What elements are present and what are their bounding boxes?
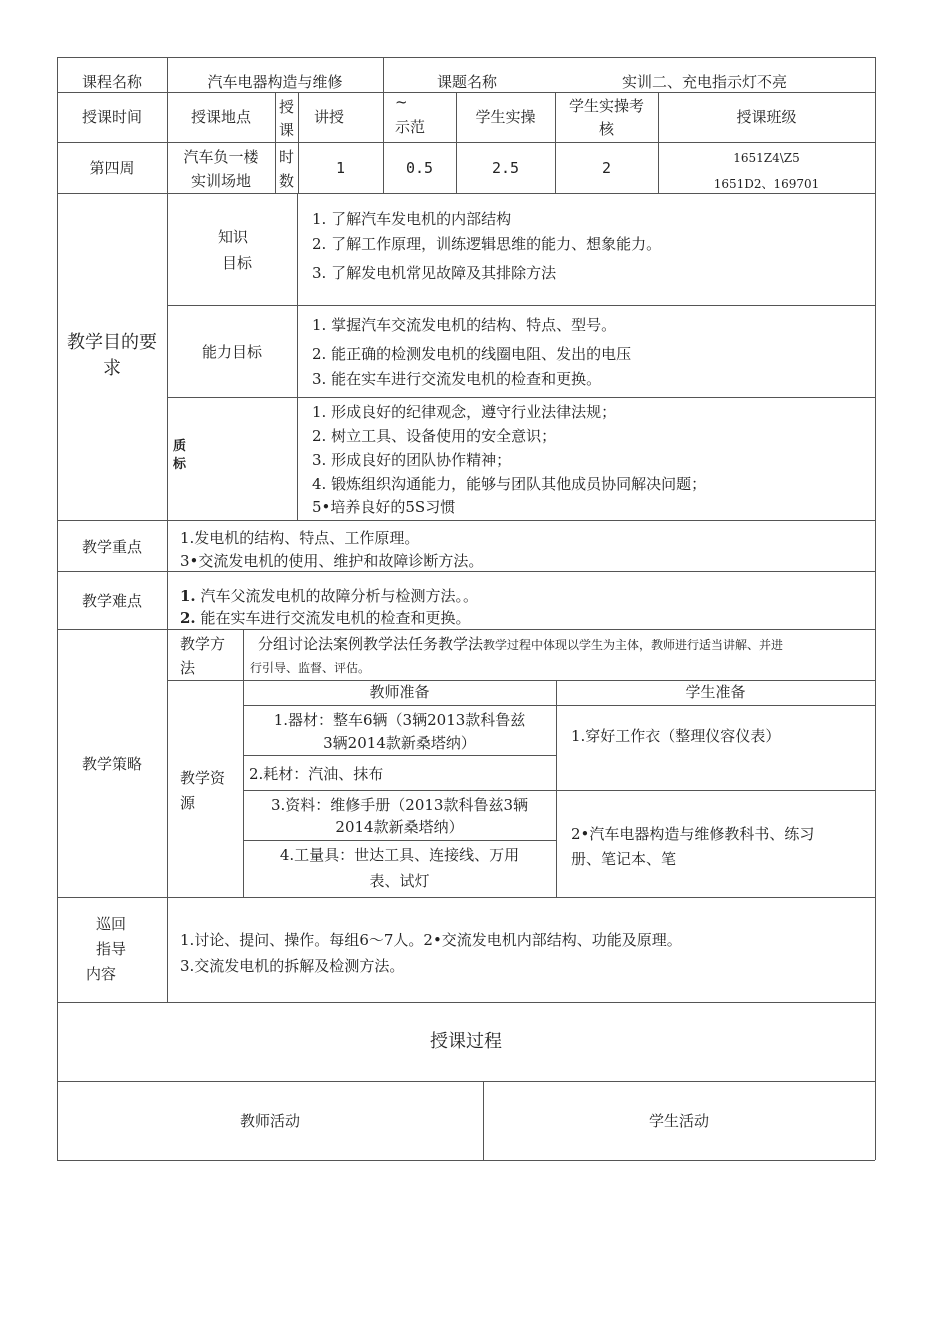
student-activity-header: 学生活动 [648, 1112, 709, 1130]
patrol-line: 3.交流发电机的拆解及检测方法。 [180, 957, 405, 975]
teacher-item-line: 2014款新桑塔纳） [335, 818, 464, 836]
lecture-value: 1 [335, 159, 346, 177]
exam-value: 2 [601, 159, 612, 177]
ability-item: 1. 掌握汽车交流发电机的结构、特点、型号。 [312, 316, 617, 334]
teacher-item-line: 3辆2014款新桑塔纳） [323, 734, 476, 752]
hours-label-3: 时 [278, 148, 294, 166]
class-value-1: 1651Z4\Z5 [733, 151, 800, 165]
student-item-line: 1.穿好工作衣（整理仪容仪表） [571, 727, 781, 745]
quality-label-1: 质 [173, 439, 187, 454]
difficulty-number: 1. [180, 587, 196, 605]
student-item-line: 2•汽车电器构造与维修教科书、练习 [571, 825, 815, 843]
practice-value: 2.5 [491, 159, 520, 177]
teacher-activity-header: 教师活动 [239, 1112, 300, 1130]
difficulty-text: 汽车父流发电机的故障分析与检测方法。。 [195, 587, 478, 605]
hours-label-4: 数 [278, 172, 294, 190]
quality-item: 2. 树立工具、设备使用的安全意识； [312, 427, 557, 445]
course-name-label: 课程名称 [81, 73, 142, 91]
difficulties-label: 教学难点 [81, 592, 142, 610]
student-prep-header: 学生准备 [685, 683, 746, 701]
patrol-label-2: 指导 [96, 940, 127, 958]
week-value: 第四周 [89, 159, 135, 177]
place-value-2: 实训场地 [190, 172, 251, 190]
teacher-item-line: 2.耗材：汽油、抹布 [249, 765, 384, 783]
topic-name-label: 课题名称 [437, 73, 498, 91]
process-title: 授课过程 [430, 1031, 502, 1052]
patrol-label-3: 内容 [86, 965, 117, 983]
difficulty-item [180, 584, 478, 608]
difficulty-number: 2. [180, 609, 196, 627]
hours-label-1: 授 [278, 98, 294, 116]
demo-tilde: ~ [395, 93, 408, 111]
ability-item: 2. 能正确的检测发电机的线圈电阻、发出的电压 [312, 345, 632, 363]
knowledge-item: 2. 了解工作原理，训练逻辑思维的能力、想象能力。 [312, 235, 662, 253]
method-label-2: 法 [180, 659, 196, 677]
knowledge-label-2: 目标 [222, 254, 253, 272]
time-label: 授课时间 [81, 108, 142, 126]
demo-label: 示范 [395, 118, 426, 136]
place-label: 授课地点 [190, 108, 251, 126]
key-point-item: 3•交流发电机的使用、维护和故障诊断方法。 [180, 552, 484, 570]
exam-label-1: 学生实操考 [568, 97, 644, 115]
demo-value: 0.5 [405, 159, 434, 177]
knowledge-item: 3. 了解发电机常见故障及其排除方法 [312, 264, 557, 282]
patrol-line: 1.讨论、提问、操作。每组6〜7人。2•交流发电机内部结构、功能及原理。 [180, 931, 682, 949]
lecture-label: 讲授 [313, 108, 344, 126]
teacher-item-line: 4.工量具：世达工具、连接线、万用 [279, 846, 520, 864]
key-points-label: 教学重点 [81, 538, 142, 556]
difficulty-item [180, 606, 470, 630]
quality-item: 1. 形成良好的纪律观念，遵守行业法律法规； [312, 403, 617, 421]
objectives-title-2: 求 [103, 358, 121, 379]
exam-label-2: 核 [598, 120, 614, 138]
method-line-2: 行引导、监督、评估。 [250, 661, 371, 675]
teacher-item-line: 表、试灯 [369, 872, 430, 890]
teacher-prep-header: 教师准备 [369, 683, 430, 701]
quality-item: 4. 锻炼组织沟通能力，能够与团队其他成员协同解决问题； [312, 475, 707, 493]
knowledge-item: 1. 了解汽车发电机的内部结构 [312, 210, 512, 228]
ability-item: 3. 能在实车进行交流发电机的检查和更换。 [312, 370, 602, 388]
objectives-title-1: 教学目的要 [67, 332, 157, 353]
hours-label-2: 课 [278, 121, 294, 139]
knowledge-label-1: 知识 [218, 228, 249, 246]
difficulty-text: 能在实车进行交流发电机的检查和更换。 [195, 609, 471, 627]
class-value-2: 1651D2、169701 [713, 177, 820, 191]
course-name-value: 汽车电器构造与维修 [207, 73, 343, 91]
method-small: 教学过程中体现以学生为主体，教师进行适当讲解、并进 [483, 638, 784, 652]
teacher-item-line: 3.资料：维修手册（2013款科鲁兹3辆 [270, 796, 529, 814]
class-label: 授课班级 [736, 108, 797, 126]
quality-label-2: 标 [173, 457, 187, 472]
place-value-1: 汽车负一楼 [183, 148, 259, 166]
quality-item: 3. 形成良好的团队协作精神； [312, 451, 512, 469]
strategy-label: 教学策略 [81, 755, 142, 773]
method-label-1: 教学方 [180, 635, 226, 653]
quality-item: 5•培养良好的5S习惯 [312, 498, 456, 516]
topic-name-value: 实训二、充电指示灯不亮 [622, 73, 788, 91]
patrol-label-1: 巡回 [96, 915, 127, 933]
method-text [258, 632, 783, 656]
resource-label-1: 教学资 [180, 769, 226, 787]
student-item-line: 册、笔记本、笔 [571, 850, 677, 868]
resource-label-2: 源 [180, 794, 196, 812]
practice-label: 学生实操 [475, 108, 536, 126]
ability-label: 能力目标 [201, 343, 262, 361]
method-main: 分组讨论法案例教学法任务教学法 [258, 635, 484, 653]
key-point-item: 1.发电机的结构、特点、工作原理。 [180, 529, 420, 547]
teacher-item-line: 1.器材：整车6辆（3辆2013款科鲁兹 [273, 711, 526, 729]
